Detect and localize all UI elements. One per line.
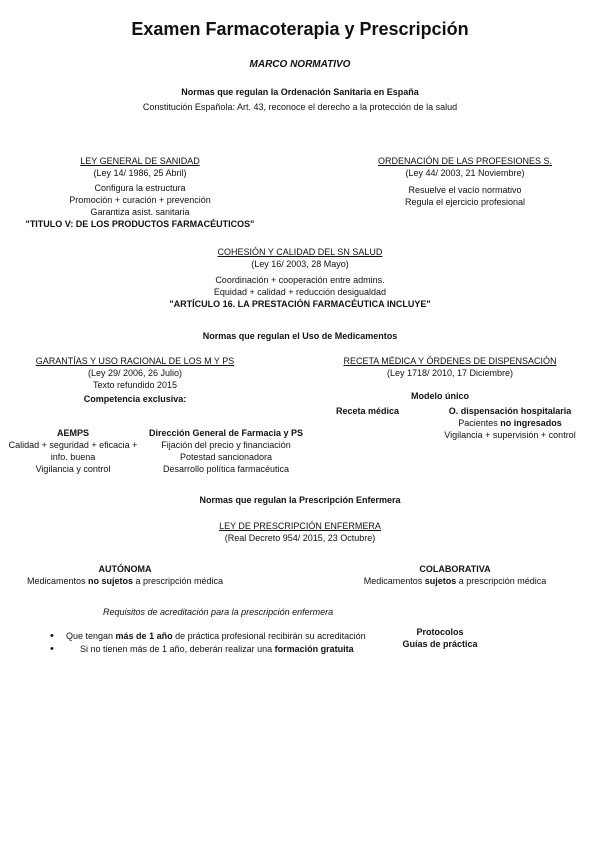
aemps-title: AEMPS — [56, 428, 89, 438]
requisito-text: Que tengan — [66, 631, 116, 641]
cohesion-title: COHESIÓN Y CALIDAD DEL SN SALUD — [217, 247, 383, 257]
receta-medica-label: Receta médica — [335, 406, 400, 416]
colaborativa-pre: Medicamentos — [363, 576, 425, 586]
profesiones-line: Regula el ejercicio profesional — [404, 197, 526, 207]
cohesion-line: Equidad + calidad + reducción desigualdad — [213, 287, 387, 297]
pacientes-bold: no ingresados — [500, 418, 562, 428]
requisito-bold: más de 1 año — [115, 631, 173, 641]
receta-title: RECETA MÉDICA Y ÓRDENES DE DISPENSACIÓN — [343, 356, 557, 366]
titulo-v-text: "TITULO V: DE LOS PRODUCTOS FARMACÉUTICOS" — [25, 219, 255, 229]
garantias-uso-racional — [20, 355, 250, 405]
colaborativa-title: COLABORATIVA — [419, 564, 491, 574]
garantias-title: GARANTÍAS Y USO RACIONAL DE LOS M Y PS — [35, 356, 235, 366]
requisitos-title: Requisitos de acreditación para la prescripción enfermera — [103, 607, 334, 617]
cohesion-ref: (Ley 16/ 2003, 28 Mayo) — [251, 259, 349, 269]
autonoma-block — [10, 563, 240, 587]
autonoma-title: AUTÓNOMA — [98, 564, 152, 574]
ley-general-title: LEY GENERAL DE SANIDAD — [80, 156, 200, 166]
autonoma-bold: no sujetos — [87, 576, 133, 586]
autonoma-post: a prescripción médica — [133, 576, 224, 586]
direccion-line: Desarrollo política farmacéutica — [162, 464, 290, 474]
autonoma-pre: Medicamentos — [26, 576, 88, 586]
guias-label: Guías de práctica — [402, 639, 478, 649]
profesiones-ref: (Ley 44/ 2003, 21 Noviembre) — [405, 168, 525, 178]
colaborativa-post: a prescripción médica — [456, 576, 547, 586]
pacientes-line — [420, 417, 600, 429]
direccion-general-block — [140, 427, 312, 475]
page-title: Examen Farmacoterapia y Prescripción — [131, 19, 469, 39]
requisitos-list — [50, 630, 366, 656]
marco-normativo-heading: MARCO NORMATIVO — [249, 59, 351, 70]
cohesion-calidad — [0, 246, 600, 310]
profesiones-line: Resuelve el vacío normativo — [408, 185, 522, 195]
ordenacion-heading: Normas que regulan la Ordenación Sanitaria en España — [181, 87, 419, 97]
direccion-title: Dirección General de Farmacia y PS — [148, 428, 304, 438]
aemps-line: info. buena — [50, 452, 96, 462]
articulo-16-text: "ARTÍCULO 16. LA PRESTACIÓN FARMACÉUTICA INCLUYE" — [169, 299, 431, 309]
receta-ref: (Ley 1718/ 2010, 17 Diciembre) — [386, 368, 514, 378]
ley-general-line: Configura la estructura — [94, 183, 186, 193]
vigilancia-line: Vigilancia + supervisión + control — [444, 430, 576, 440]
colaborativa-line — [340, 575, 570, 587]
cohesion-line: Coordinación + cooperación entre admins. — [215, 275, 385, 285]
pacientes-pre: Pacientes — [458, 418, 501, 428]
ley-enfermera-title: LEY DE PRESCRIPCIÓN ENFERMERA — [219, 521, 381, 531]
aemps-line: Vigilancia y control — [35, 464, 111, 474]
requisito-text: Si no tienen más de 1 año, deberán realizar una — [80, 644, 275, 654]
profesiones-title: ORDENACIÓN DE LAS PROFESIONES S. — [377, 156, 553, 166]
texto-refundido: Texto refundido 2015 — [92, 380, 178, 390]
autonoma-line — [10, 575, 240, 587]
uso-heading: Normas que regulan el Uso de Medicamentos — [202, 331, 398, 341]
competencia-exclusiva: Competencia exclusiva: — [83, 394, 187, 404]
requisito-bold: formación gratuita — [274, 644, 354, 654]
orden-title: O. dispensación hospitalaria — [448, 406, 572, 416]
ley-general-line: Promoción + curación + prevención — [69, 195, 211, 205]
enfermera-heading: Normas que regulan la Prescripción Enfermera — [199, 495, 401, 505]
direccion-line: Fijación del precio y financiación — [161, 440, 291, 450]
receta-medica-ordenes — [320, 355, 580, 379]
ley-prescripcion-enfermera — [0, 520, 600, 544]
constitucion-text: Constitución Española: Art. 43, reconoce el derecho a la protección de la salud — [142, 102, 458, 112]
protocolos-label: Protocolos — [416, 627, 464, 637]
aemps-line: Calidad + seguridad + eficacia + — [8, 440, 138, 450]
ley-general-line: Garantiza asist. sanitaria — [90, 207, 190, 217]
direccion-line: Potestad sancionadora — [179, 452, 273, 462]
requisito-item — [50, 630, 366, 643]
ley-general-ref: (Ley 14/ 1986, 25 Abril) — [93, 168, 187, 178]
aemps-block — [0, 427, 146, 475]
modelo-unico: Modelo único — [411, 391, 469, 401]
colaborativa-bold: sujetos — [424, 576, 457, 586]
protocolos-block — [390, 626, 490, 650]
colaborativa-block — [340, 563, 570, 587]
orden-dispensacion-block — [420, 405, 600, 441]
ordenacion-profesiones — [350, 155, 580, 208]
ley-enfermera-ref: (Real Decreto 954/ 2015, 23 Octubre) — [224, 533, 376, 543]
requisito-text: de práctica profesional recibirán su acreditación — [172, 631, 366, 641]
garantias-ref: (Ley 29/ 2006, 26 Julio) — [87, 368, 183, 378]
requisito-item — [50, 643, 366, 656]
ley-general-sanidad — [20, 155, 260, 230]
